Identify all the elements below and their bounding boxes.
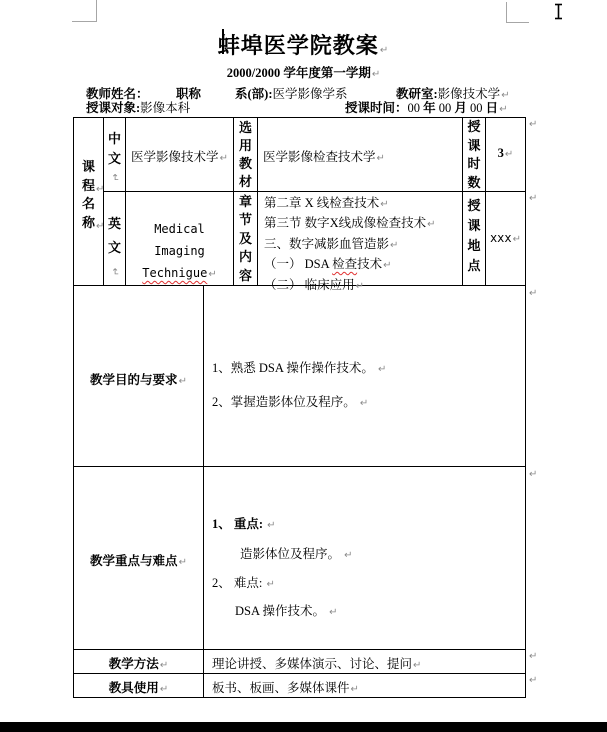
hours-header-char: 课: [467, 137, 481, 153]
class-time-month-value: 00: [438, 101, 452, 115]
location-header-char: 授: [467, 198, 481, 213]
hours-header-char: 数: [467, 174, 481, 190]
keypoint-line1: 1、 重点: ↵: [212, 517, 276, 531]
chapter-line: （一） DSA 检查技术↵: [264, 257, 392, 272]
class-location-value: xxx↵: [489, 231, 522, 245]
row-end-mark-icon: ↵: [529, 119, 538, 130]
class-hours-value: 3↵: [497, 146, 514, 160]
course-name-char: 称 ↵: [82, 214, 95, 233]
teaching-methods-label: 教学方法↵: [108, 657, 169, 671]
chapter-line: （二） 临床应用↵: [264, 277, 365, 292]
location-header-char: 地: [467, 238, 481, 253]
teaching-methods-value: 理论讲授、多媒体演示、讨论、提问↵: [212, 657, 422, 671]
paragraph-mark-icon: ↵: [501, 90, 510, 101]
keypoints-label: 教学重点与难点↵: [90, 554, 187, 568]
teaching-goals-label: 教学目的与要求↵: [90, 373, 187, 387]
class-time-day-value: 00: [470, 101, 483, 115]
paragraph-mark-icon: ↵: [329, 607, 338, 618]
crop-mark-top-left-horizontal: [72, 21, 97, 22]
chapter-header-char: 节: [238, 212, 252, 228]
paragraph-mark-icon: ↵: [380, 199, 389, 210]
english-name-line2: Technigue↵: [142, 266, 217, 280]
crop-mark-top-right-horizontal: [506, 22, 529, 23]
paragraph-mark-icon: ↵: [344, 550, 353, 561]
chapter-line: 第二章 X 线检查技术↵: [264, 196, 389, 210]
chinese-name-header: [104, 129, 125, 188]
ibeam-cursor-icon: [552, 3, 565, 25]
paragraph-mark-icon: ↵: [499, 104, 508, 115]
department-label: 系(部):: [235, 87, 273, 101]
teaching-goal-line2: 2、掌握造影体位及程序。 ↵: [212, 395, 369, 409]
textbook-header-char: 材: [238, 174, 252, 189]
paragraph-mark-icon: ↵: [427, 219, 436, 231]
keypoint-line2: 造影体位及程序。 ↵: [240, 547, 353, 561]
class-time-label: 授课时间：: [345, 101, 408, 115]
class-time-year-unit: 年: [423, 101, 436, 115]
textbook-header-char: 选: [238, 120, 252, 135]
location-header-char: 点: [467, 258, 481, 273]
teaching-office-value: 影像技术学: [437, 87, 501, 101]
paragraph-mark-icon: ↵: [376, 153, 385, 164]
paragraph-mark-icon: ↵: [504, 149, 514, 160]
row-end-mark-icon: ↵: [529, 651, 538, 662]
course-name-chinese-value: 医学影像技术学↵: [131, 150, 228, 164]
paragraph-mark-icon: ↵: [95, 183, 105, 195]
class-time-year-value: 00: [407, 101, 421, 115]
table-grid-line: [525, 117, 526, 698]
course-name-char: 课: [81, 159, 95, 174]
teaching-goal-line1: 1、熟悉 DSA 操作操作技术。 ↵: [212, 361, 387, 375]
paragraph-mark-icon: ↵: [512, 234, 522, 245]
table-grid-line: [257, 117, 258, 285]
teacher-name-label: 教师姓名：: [86, 87, 149, 101]
english-header-char: 文: [107, 240, 121, 255]
rank-label: 职称: [176, 87, 202, 101]
english-name-header: [104, 212, 125, 284]
chapter-content-header: [234, 193, 257, 285]
row-end-mark-icon: ↵: [529, 675, 538, 686]
location-header-char: 课: [467, 218, 481, 233]
course-name-char: 程 ↵: [82, 177, 95, 196]
paragraph-mark-icon: ↵: [109, 173, 121, 182]
textbook-header-char: 用: [238, 138, 252, 153]
paragraph-mark-icon: ↵: [355, 280, 365, 292]
chapter-line: 三、数字减影血管造影↵: [264, 236, 399, 251]
class-hours-header: [463, 118, 485, 192]
department-field: [235, 84, 348, 102]
teaching-tools-value: 板书、板画、多媒体课件↵: [212, 681, 359, 695]
class-location-header: [463, 196, 485, 276]
crop-mark-top-left-vertical: [96, 0, 97, 22]
table-grid-line: [73, 466, 526, 467]
paragraph-mark-icon: ↵: [413, 660, 422, 671]
paragraph-mark-icon: ↵: [359, 398, 369, 409]
department-value: 医学影像学系: [272, 87, 348, 101]
table-grid-line: [203, 285, 204, 697]
paragraph-mark-icon: ↵: [390, 239, 399, 251]
chapter-line: 第三节 数字X线成像检查技术↵: [264, 216, 436, 231]
paragraph-mark-icon: ↵: [208, 269, 217, 280]
paragraph-mark-icon: ↵: [159, 684, 169, 695]
chapter-content-value: [264, 194, 436, 296]
chapter-header-char: 容: [238, 267, 252, 283]
paragraph-mark-icon: ↵: [377, 364, 387, 375]
teaching-office-label: 教研室:: [396, 87, 438, 101]
chapter-header-char: 及: [238, 230, 252, 246]
paragraph-mark-icon: ↵: [95, 220, 105, 232]
english-header-char: 英: [107, 216, 121, 231]
class-time-month-unit: 月: [454, 101, 467, 115]
row-end-mark-icon: ↵: [529, 288, 538, 299]
table-grid-line: [73, 649, 526, 650]
keypoint-line4: DSA 操作技术。 ↵: [235, 604, 338, 618]
textbook-value: 医学影像检查技术学↵: [263, 150, 385, 164]
table-grid-line: [73, 673, 526, 674]
paragraph-mark-icon: ↵: [219, 153, 228, 164]
textbook-header: [234, 119, 257, 191]
page-bottom-edge: [0, 722, 607, 732]
class-time-day-unit: 日: [485, 101, 499, 115]
class-time-field: [345, 98, 508, 116]
chinese-header-char: 中: [107, 131, 121, 146]
audience-field: [86, 98, 190, 116]
english-name-line1: Medical Imaging: [154, 222, 205, 258]
paragraph-mark-icon: ↵: [379, 45, 390, 56]
paragraph-mark-icon: ↵: [159, 660, 169, 671]
textbook-header-char: 教: [238, 156, 252, 171]
row-end-mark-icon: ↵: [529, 193, 538, 204]
course-name-header: [74, 158, 103, 232]
paragraph-mark-icon: ↵: [266, 579, 275, 590]
crop-mark-top-right-vertical: [506, 2, 507, 23]
paragraph-mark-icon: ↵: [178, 557, 187, 568]
paragraph-mark-icon: ↵: [109, 267, 121, 277]
page-subtitle: 2000/2000 学年度第一学期↵: [226, 66, 381, 80]
table-grid-line: [73, 697, 526, 698]
table-grid-line: [485, 117, 486, 285]
keypoint-line3: 2、 难点: ↵: [212, 576, 275, 590]
row-end-mark-icon: ↵: [529, 469, 538, 480]
table-grid-line: [73, 117, 526, 118]
paragraph-mark-icon: ↵: [267, 520, 276, 531]
paragraph-mark-icon: ↵: [178, 376, 187, 387]
audience-label: 授课对象:: [86, 101, 141, 115]
course-name-english-value: [126, 218, 233, 286]
hours-header-char: 授: [467, 119, 481, 134]
chapter-header-char: 章: [238, 194, 252, 209]
paragraph-mark-icon: ↵: [371, 69, 381, 80]
chapter-header-char: 内: [238, 249, 252, 265]
teaching-tools-label: 教具使用↵: [108, 681, 169, 695]
chinese-header-char: 文: [107, 150, 121, 166]
paragraph-mark-icon: ↵: [350, 684, 359, 695]
page-title: 蚌埠医学院教案↵: [217, 33, 390, 58]
course-name-char: 名: [81, 196, 95, 211]
audience-value: 影像本科: [140, 101, 191, 115]
hours-header-char: 时: [467, 156, 481, 171]
paragraph-mark-icon: ↵: [383, 260, 392, 272]
